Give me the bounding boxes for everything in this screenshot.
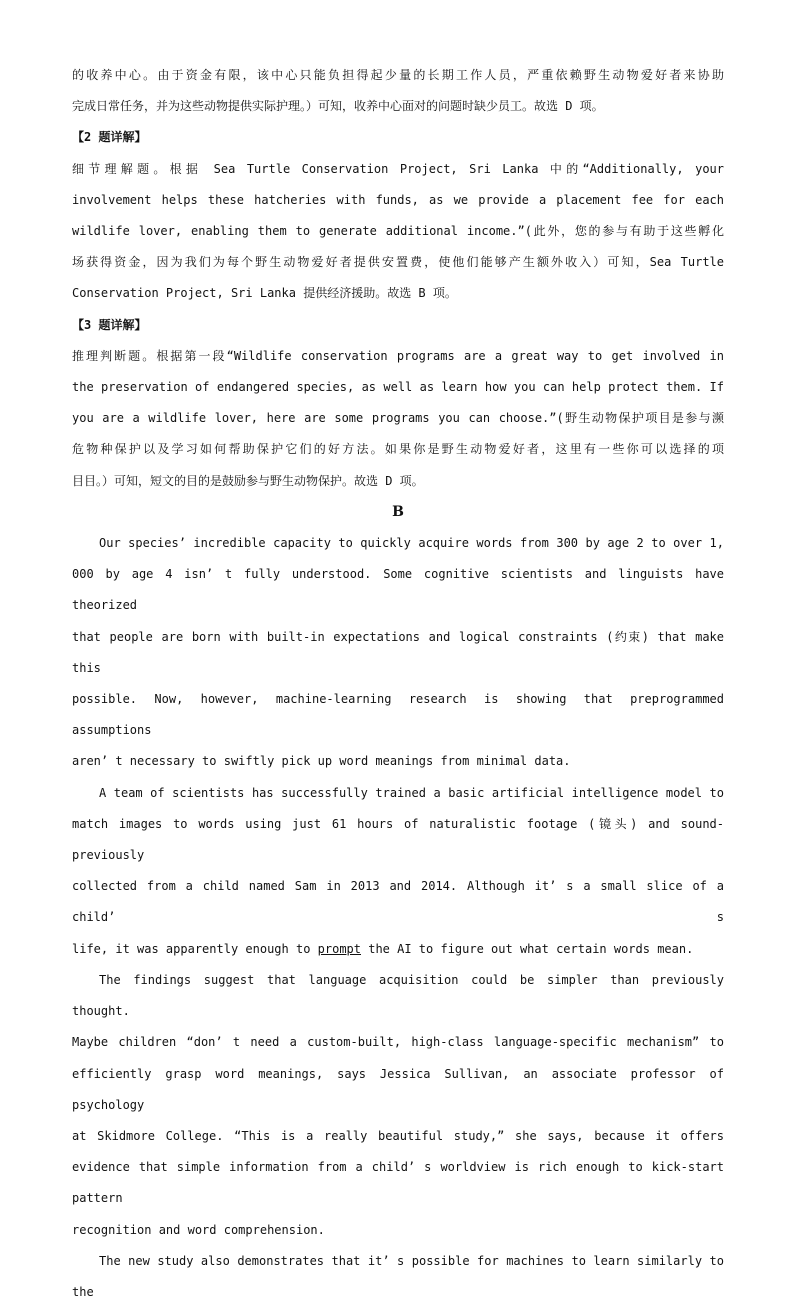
document-page	[72, 60, 724, 1308]
prev-line-2: 完成日常任务，并为这些动物提供实际护理。）可知，收养中心面对的问题时缺少员工。故选 D 项。	[72, 99, 604, 114]
p1-line-1: Our species’ incredible capacity to quickly acquire words from 300 by age 2 to over 1,	[99, 536, 724, 551]
p2-line-2: match images to words using just 61 hours of naturalistic footage (镜头) and sound-previously	[72, 816, 724, 863]
p2-line-4-before: life, it was apparently enough to	[72, 941, 318, 956]
underlined-word-prompt: prompt	[317, 941, 361, 956]
q2-heading: 【2 题详解】	[72, 130, 147, 145]
q2-line-5: Conservation Project, Sri Lanka 提供经济援助。故选 B 项。	[72, 286, 457, 301]
q3-line-4: 危物种保护以及学习如何帮助保护它们的好方法。如果你是野生动物爱好者，这里有一些你可以选择的项	[72, 442, 724, 457]
q3-line-3: you are a wildlife lover, here are some programs you can choose.”(野生动物保护项目是参与濒	[72, 411, 724, 426]
p1-line-3: that people are born with built-in expectations and logical constraints (约束) that make this	[72, 629, 724, 675]
q2-line-3: wildlife lover, enabling them to generate additional income.”(此外，您的参与有助于这些孵化	[72, 224, 724, 239]
section-b-title: B	[392, 503, 404, 520]
q3-line-1: 推理判断题。根据第一段“Wildlife conservation programs are a great way to get involved in	[72, 348, 724, 363]
q2-line-2: involvement helps these hatcheries with funds, as we provide a placement fee for each	[72, 192, 724, 207]
p3-line-3: efficiently grasp word meanings, says Jessica Sullivan, an associate professor of psychology	[72, 1066, 724, 1112]
p3-line-1: The findings suggest that language acquisition could be simpler than previously thought.	[72, 972, 724, 1019]
p2-line-1: A team of scientists has successfully trained a basic artificial intelligence model to	[99, 785, 724, 800]
q3-line-2: the preservation of endangered species, as well as learn how you can help protect them. If	[72, 380, 724, 395]
p3-line-6: recognition and word comprehension.	[72, 1222, 325, 1237]
p2-line-4-after: the AI to figure out what certain words mean.	[361, 941, 694, 956]
q3-heading: 【3 题详解】	[72, 317, 147, 332]
p3-line-5: evidence that simple information from a child’ s worldview is rich enough to kick-start pattern	[72, 1160, 724, 1206]
p2-line-3: collected from a child named Sam in 2013 and 2014. Although it’ s a small slice of a child’ s	[72, 879, 724, 925]
p1-line-5: aren’ t necessary to swiftly pick up word meanings from minimal data.	[72, 754, 571, 769]
p4-line-1: The new study also demonstrates that it’ s possible for machines to learn similarly to the	[72, 1253, 724, 1299]
p3-line-2: Maybe children “don’ t need a custom-built, high-class language-specific mechanism” to	[72, 1035, 724, 1050]
q2-line-1: 细节理解题。根据 Sea Turtle Conservation Project, Sri Lanka 中的“Additionally, your	[72, 161, 724, 176]
p1-line-4: possible. Now, however, machine-learning research is showing that preprogrammed assumptions	[72, 692, 724, 738]
q2-line-4: 场获得资金，因为我们为每个野生动物爱好者提供安置费，使他们能够产生额外收入）可知，Sea Turtle	[72, 255, 724, 270]
p2-line-4	[72, 934, 724, 965]
p3-line-4: at Skidmore College. “This is a really beautiful study,” she says, because it offers	[72, 1128, 724, 1143]
q3-line-5: 目目。）可知，短文的目的是鼓励参与野生动物保护。故选 D 项。	[72, 473, 424, 488]
p1-line-2: 000 by age 4 isn’ t fully understood. Some cognitive scientists and linguists have theorized	[72, 567, 724, 613]
prev-line-1: 的收养中心。由于资金有限，该中心只能负担得起少量的长期工作人员，严重依赖野生动物爱好者来协助	[72, 68, 724, 82]
